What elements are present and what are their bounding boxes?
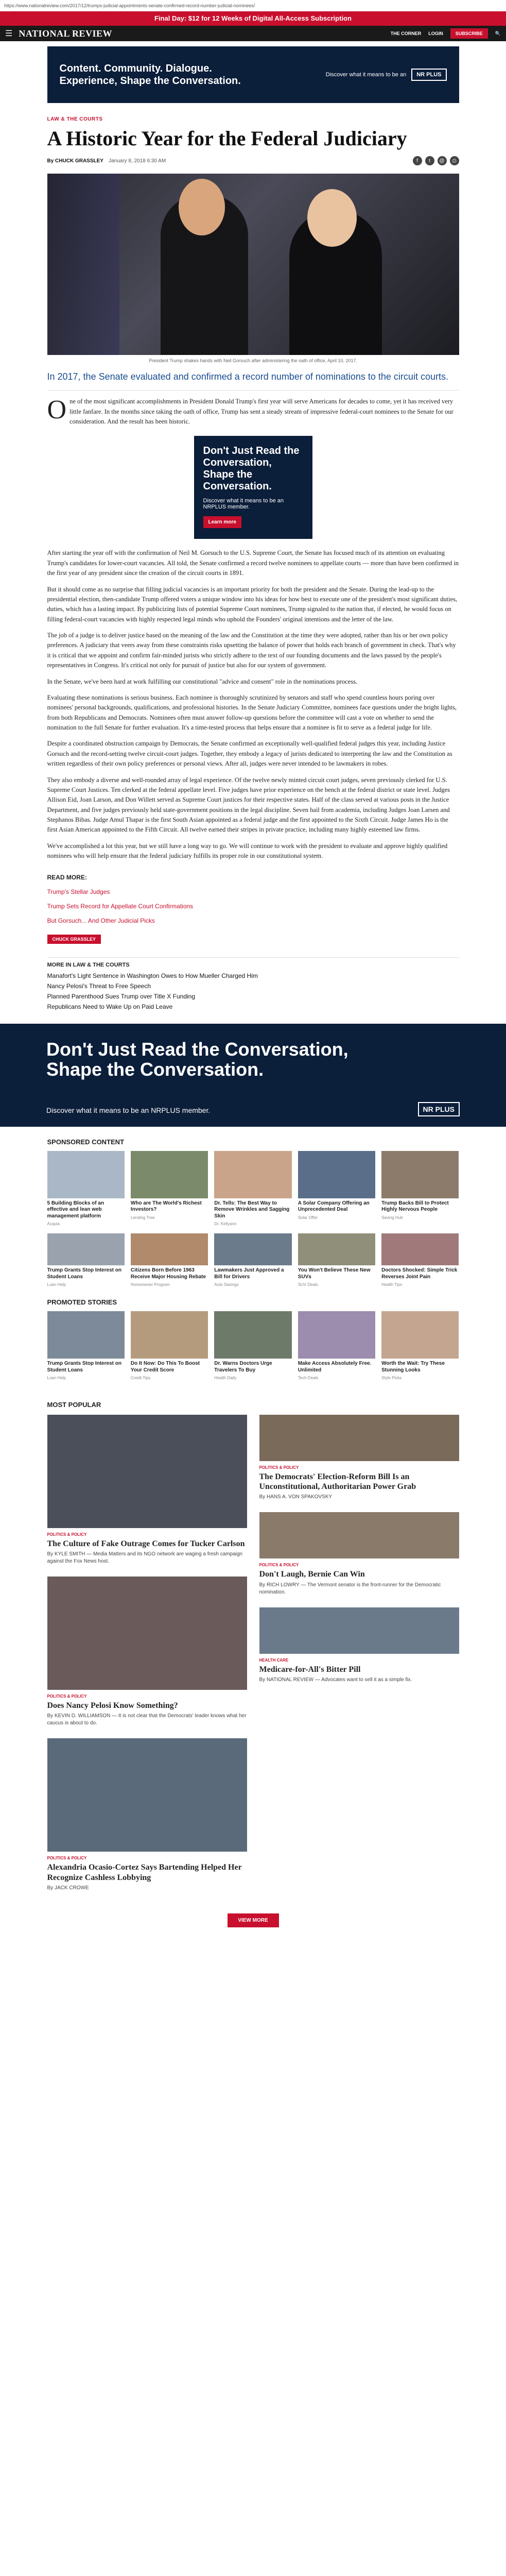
read-more-link[interactable]: Trump's Stellar Judges [47, 888, 110, 895]
sponsored-card[interactable]: Who are The World's Richest Investors? Lending Tree [131, 1151, 208, 1227]
promoted-card[interactable]: Worth the Wait: Try These Stunning Looks Style Picks [381, 1311, 459, 1380]
article-paragraph: One of the most significant accomplishments in President Donald Trump's first year will serve Americans for decades to come, yet it has received very little fanfare. In the months since taking the oath of office, Trump has sent a steady stream of impressive federal-court nominees to the Senate for our consideration. And the result has been historic. [47, 395, 453, 426]
most-popular-grid [47, 1415, 459, 1903]
subscribe-button[interactable]: SUBSCRIBE [450, 28, 488, 39]
read-more-label: READ MORE: [47, 873, 87, 881]
twitter-icon[interactable]: t [425, 156, 434, 165]
sponsored-card[interactable]: Dr. Tells: The Best Way to Remove Wrinkles and Sagging Skin Dr. Kellyann [214, 1151, 291, 1227]
browser-url-bar[interactable]: https://www.nationalreview.com/2017/12/trumps-judicial-appointments-senate-confirmed-record-number-judicial-nominees/ [0, 0, 506, 11]
dropcap: O [47, 395, 67, 425]
sponsored-row-2 [47, 1233, 459, 1287]
most-popular-item[interactable]: POLITICS & POLICY The Culture of Fake Outrage Comes for Tucker Carlson By KYLE SMITH — Media Matters and its NGO network are waging a fresh campaign against the Fox News host. [47, 1415, 247, 1565]
inline-ad[interactable] [194, 436, 312, 539]
banner-ad[interactable] [47, 46, 459, 103]
most-popular-heading: MOST POPULAR [47, 1401, 101, 1409]
article-paragraph: Despite a coordinated obstruction campaign by Democrats, the Senate confirmed an exceptionally well-qualified federal judges this year, including Justice Gorsuch and the record-setting twelve circuit-court judges. Together, they embody a legacy of jurists dedicated to interpreting the law and the Constitution as written regardless of their own policy preferences or personal views. After all, judges were never intended to be lawmakers in robes. [47, 740, 452, 768]
sponsored-card[interactable]: You Won't Believe These New SUVs SUV Deals [298, 1233, 375, 1287]
inline-ad-sub: Discover what it means to be an NRPLUS member. [203, 498, 284, 511]
promoted-card[interactable]: Do It Now: Do This To Boost Your Credit Score Credit Tips [131, 1311, 208, 1380]
most-popular-item[interactable]: POLITICS & POLICY Alexandria Ocasio-Cortez Says Bartending Helped Her Recognize Cashless Lobbying By JACK CROWE [47, 1738, 247, 1891]
article-title: A Historic Year for the Federal Judiciary [47, 127, 407, 150]
more-in-link[interactable]: Republicans Need to Wake Up on Paid Leave [47, 1003, 173, 1010]
sponsored-card[interactable]: Lawmakers Just Approved a Bill for Drivers Auto Savings [214, 1233, 291, 1287]
sponsored-card[interactable]: 5 Building Blocks of an effective and lean web management platform Acquia [47, 1151, 125, 1227]
most-popular-item[interactable]: POLITICS & POLICY Don't Laugh, Bernie Can Win By RICH LOWRY — The Vermont senator is the front-runner for the Democratic nomination. [259, 1512, 459, 1596]
article-body [47, 397, 459, 861]
more-in-link[interactable]: Manafort's Light Sentence in Washington Owes to How Mueller Charged Him [47, 972, 258, 979]
article-paragraph: After starting the year off with the confirmation of Neil M. Gorsuch to the U.S. Supreme Court, the Senate has focused much of its attention on evaluating Trump's candidates for lower-court vacancies. All told, the Senate confirmed a record twelve nominees to appellate courts — more than have been confirmed in the first year of any president since the creation of the circuit courts in 1891. [47, 549, 459, 577]
photo-caption: President Trump shakes hands with Neil Gorsuch after administering the oath of office, April 10, 2017. [148, 358, 358, 363]
most-popular-item[interactable]: POLITICS & POLICY The Democrats' Election-Reform Bill Is an Unconstitutional, Authoritarian Power Grab By HANS A. VON SPAKOVSKY [259, 1415, 459, 1501]
more-in-section [47, 957, 459, 1010]
author-link[interactable]: By CHUCK GRASSLEY [47, 158, 103, 164]
sponsored-card[interactable]: Trump Grants Stop Interest on Student Loans Loan Help [47, 1233, 125, 1287]
wide-ad-sub: Discover what it means to be an NRPLUS member. [46, 1106, 211, 1114]
nav-corner-link[interactable]: THE CORNER [390, 31, 422, 36]
more-in-link[interactable]: Nancy Pelosi's Threat to Free Speech [47, 982, 151, 990]
promoted-row [47, 1311, 459, 1380]
banner-ad-line2: Experience, Shape the Conversation. [59, 75, 241, 87]
site-logo[interactable]: NATIONAL REVIEW [19, 28, 113, 39]
sponsored-card[interactable]: Trump Backs Bill to Protect Highly Nervous People Saving Hub [381, 1151, 459, 1227]
sponsored-heading: SPONSORED CONTENT [47, 1138, 125, 1146]
read-more-link[interactable]: But Gorsuch... And Other Judicial Picks [47, 917, 155, 924]
email-icon[interactable]: @ [438, 156, 447, 165]
sponsored-card[interactable]: A Solar Company Offering an Unprecedented Deal Solar Offer [298, 1151, 375, 1227]
sponsored-card[interactable]: Citizens Born Before 1963 Receive Major Housing Rebate Homeowner Program [131, 1233, 208, 1287]
promoted-heading: PROMOTED STORIES [47, 1298, 117, 1307]
inline-ad-line2: Shape the Conversation. [203, 469, 272, 493]
top-nav [0, 26, 506, 41]
article-paragraph: They also embody a diverse and well-rounded array of legal experience. Of the twelve newly minted circuit court judges, seven previously clerked for U.S. Supreme Court Justices. Ten clerked at the federal appellate level. Five judges have prior experience on the bench at the federal district or state level. Judges Allison Eid, Joan Larson, and Don Willett served as Supreme Court justices for their respective states. Half of the class served at various posts in the Justice Department, and five judges previously held state-government positions in the legal discipline. Seven hail from academia, including Judges Joan Larsen and Stephanos Bibas. Judge Amul Thapar is the first South Asian appointed as a federal judge and the first appointed to the Sixth Circuit. Judge James Ho is the first Asian American appointed to the Fifth Circuit. All twelve earned their stripes in private practice, including many highly esteemed law firms. [47, 776, 450, 834]
read-more-list [47, 888, 459, 924]
wide-ad-line1: Don't Just Read the Conversation, [46, 1038, 348, 1060]
more-in-link[interactable]: Planned Parenthood Sues Trump over Title X Funding [47, 992, 196, 1000]
share-bar [413, 156, 459, 165]
nr-plus-logo: NR PLUS [418, 1102, 460, 1116]
article-paragraph: But it should come as no surprise that filling judicial vacancies is an important priority for both the president and the Senate. During the lead-up to the presidential election, then-candidate Trump offered voters a unique window into his ideas for how best to execute one of the president's most significant duties, duties, which has a lasting impact. By publicizing lists of potential Supreme Court nominees, Trump signaled to the nation that, if elected, he would focus on filling federal-court vacancies with highly respected legal minds who uphold the Founders' original intentions and the letter of the law. [47, 585, 458, 623]
banner-ad-cta: Discover what it means to be an [325, 72, 407, 78]
article-paragraph: Evaluating these nominations is serious business. Each nominee is thoroughly scrutinized by senators and staff who spend countless hours poring over nominees' personal backgrounds, qualifications, and professional histories. In the Senate Judiciary Committee, nominees face questions under the bright lights, from both Republicans and Democrats. Nominees often must answer follow-up questions before the committee will cast a vote on whether to send the nomination to the full Senate for further evaluation. It's a time-tested process that helps ensure that a nominee is fit to serve as a federal judge for life. [47, 693, 457, 732]
print-icon[interactable]: ⎙ [450, 156, 459, 165]
hero-photo [47, 174, 459, 355]
inline-ad-line1: Don't Just Read the Conversation, [203, 445, 300, 469]
facebook-icon[interactable]: f [413, 156, 422, 165]
article-date: January 8, 2018 6:30 AM [108, 158, 166, 164]
menu-icon[interactable]: ☰ [5, 29, 13, 38]
view-more-button[interactable]: VIEW MORE [228, 1913, 279, 1927]
inline-ad-cta[interactable]: Learn more [203, 516, 241, 528]
more-in-heading: MORE IN LAW & THE COURTS [47, 961, 130, 968]
nav-login-link[interactable]: LOGIN [428, 31, 443, 36]
read-more-link[interactable]: Trump Sets Record for Appellate Court Confirmations [47, 902, 194, 910]
most-popular-item[interactable]: HEALTH CARE Medicare-for-All's Bitter Pill By NATIONAL REVIEW — Advocates want to sell it as a simple fix. [259, 1607, 459, 1684]
wide-ad-line2: Shape the Conversation. [46, 1059, 264, 1080]
article-paragraph: In the Senate, we've been hard at work fulfilling our constitutional "advice and consent" role in the nominations process. [47, 677, 358, 685]
promoted-card[interactable]: Trump Grants Stop Interest on Student Loans Loan Help [47, 1311, 125, 1380]
sponsored-row-1 [47, 1151, 459, 1227]
banner-ad-line1: Content. Community. Dialogue. [59, 63, 212, 74]
author-tag[interactable]: CHUCK GRASSLEY [47, 935, 101, 944]
promoted-card[interactable]: Make Access Absolutely Free. Unlimited Tech Deals [298, 1311, 375, 1380]
promo-bar[interactable]: Final Day: $12 for 12 Weeks of Digital All-Access Subscription [0, 11, 506, 26]
article [47, 116, 459, 1010]
article-lede: In 2017, the Senate evaluated and confirmed a record number of nominations to the circuit courts. [47, 370, 459, 391]
nr-plus-logo: NR PLUS [411, 69, 446, 81]
sponsored-card[interactable]: Doctors Shocked: Simple Trick Reverses Joint Pain Health Tips [381, 1233, 459, 1287]
wide-ad[interactable] [0, 1024, 506, 1127]
promoted-card[interactable]: Dr. Warns Doctors Urge Travelers To Buy Health Daily [214, 1311, 291, 1380]
byline [47, 156, 459, 165]
search-icon[interactable]: 🔍 [495, 30, 501, 36]
article-paragraph: The job of a judge is to deliver justice based on the meaning of the law and the Constitution at the time they were adopted, rather than his or her own policy preferences. A judiciary that veers away from these constraints risks upsetting the balance of power that holds each branch of government in check. That's why it is critical that we appoint and confirm fair-minded jurists who strictly adhere to the text of our founding documents and the laws passed by the people's representatives in Congress. It's critical not only for pursuit of justice but also for our system of government. [47, 632, 456, 669]
article-kicker[interactable]: LAW & THE COURTS [47, 116, 103, 122]
most-popular-item[interactable]: POLITICS & POLICY Does Nancy Pelosi Know Something? By KEVIN D. WILLIAMSON — It is not clear that the Democrats' leader knows what her caucus is about to do. [47, 1577, 247, 1727]
article-paragraph: We've accomplished a lot this year, but we still have a long way to go. We will continue to work with the president to evaluate and approve highly qualified nominees who will help ensure that the federal judiciary fulfills its proper role in our constitutional system. [47, 842, 448, 860]
